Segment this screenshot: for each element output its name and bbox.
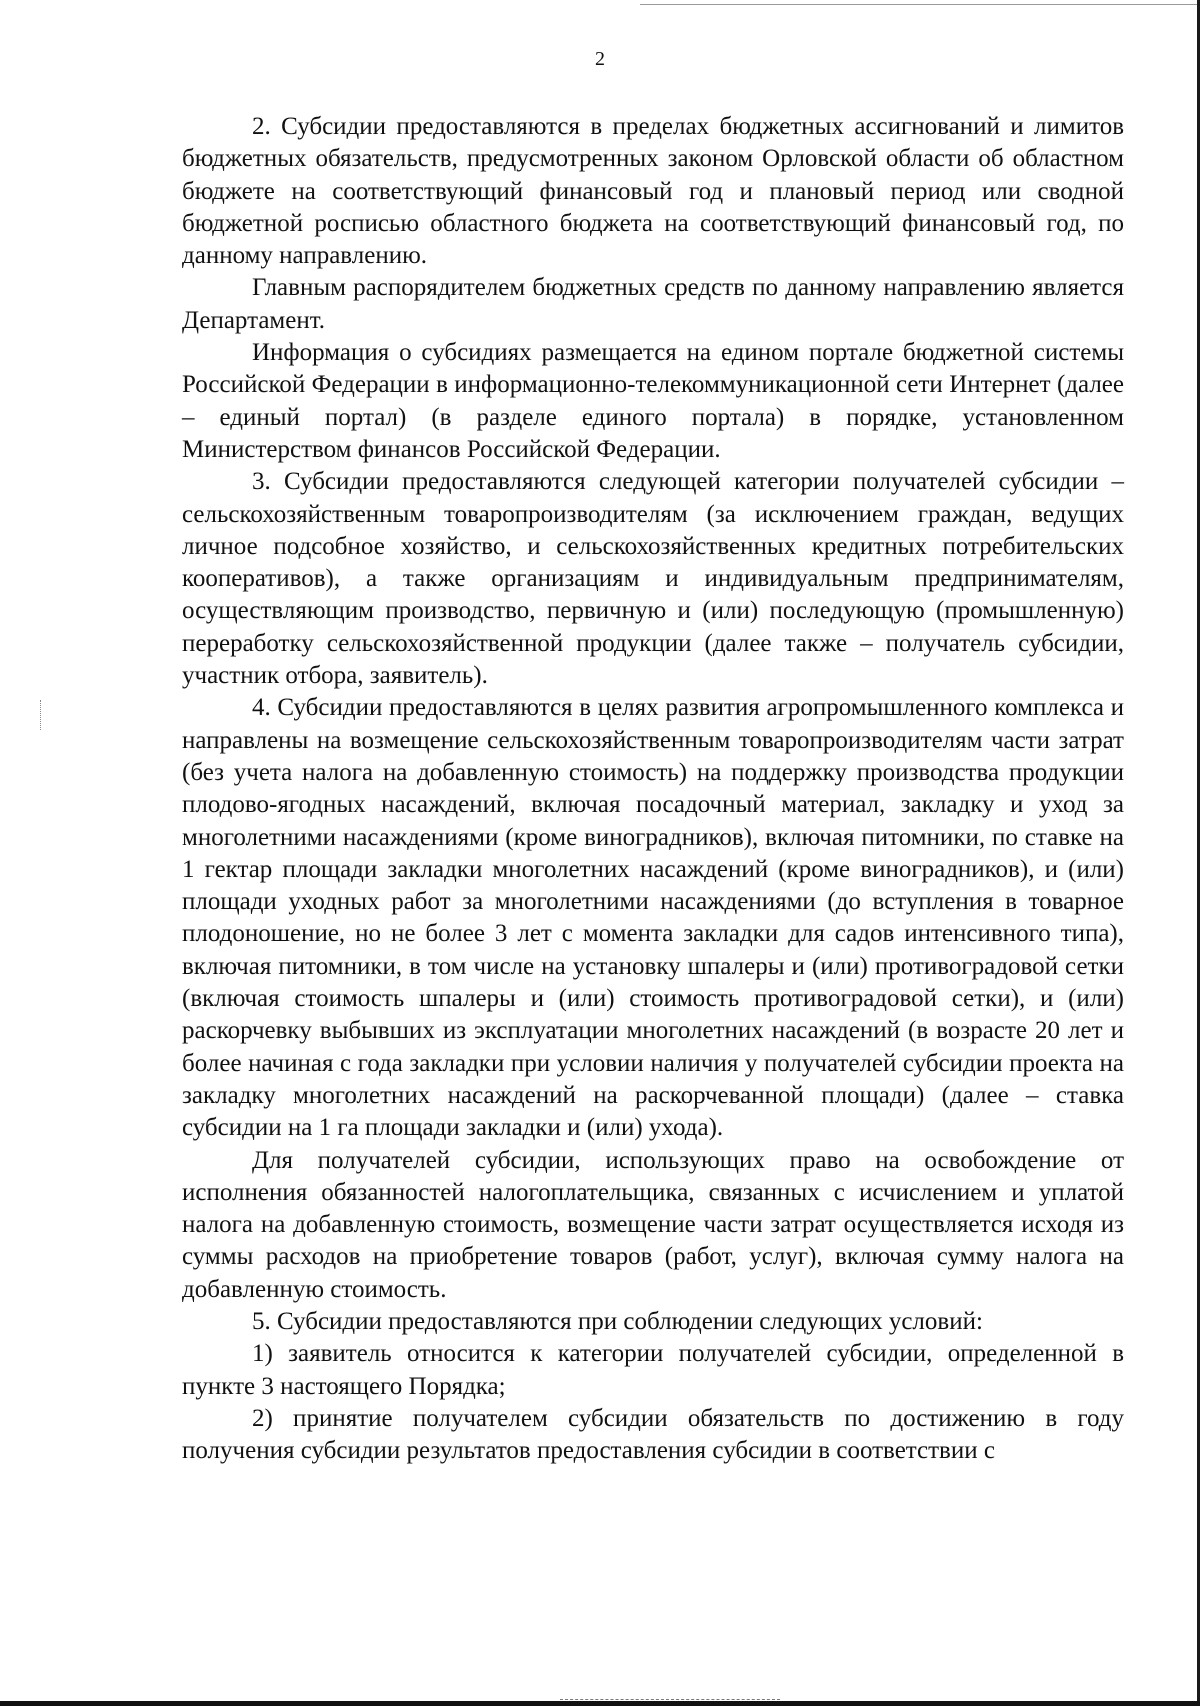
paragraph-2-subsidy-limits: 2. Субсидии предоставляются в пределах бюджетных ассигнований и лимитов бюджетных обязательств, предусмотренных законом Орловской области об областном бюджете на соответствующий финансовый год и плановый период или сводной бюджетной росписью областного бюджета на соответствующий финансовый год, по данному направлению. — [182, 113, 1124, 270]
paragraph-4-subsidy-purpose: 4. Субсидии предоставляются в целях развития агропромышленного комплекса и направлены на возмещение сельскохозяйственным товаропроизводителям части затрат (без учета налога на добавленную стоимость) на поддержку производства продукции плодово-ягодных насаждений, включая посадочный материал, закладку и уход за многолетними насаждениями (кроме виноградников), включая питомники, по ставке на 1 гектар площади закладки многолетних насаждений (кроме виноградников), и (или) площади уходных работ за многолетними насаждениями (до вступления в товарное плодоношение, но не более 3 лет с момента закладки для садов интенсивного типа), включая питомники, в том числе на установку шпалеры и (или) противоградовой сетки (включая стоимость шпалеры и (или) стоимость противоградовой сетки), и (или) раскорчевку выбывших из эксплуатации многолетних насаждений (в возрасте 20 лет и более начиная с года закладки при условии наличия у получателей субсидии проекта на закладку многолетних насаждений на раскорчеванной площади) (далее – ставка субсидии на 1 га площади закладки и (или) ухода). — [182, 694, 1124, 1142]
paragraph-3-recipient-category: 3. Субсидии предоставляются следующей категории получателей субсидии – сельскохозяйственным товаропроизводителям (за исключением граждан, ведущих личное подсобное хозяйство, и сельскохозяйственных кредитных потребительских кооперативов), а также организациям и индивидуальным предпринимателям, осуществляющим производство, первичную и (или) последующую (промышленную) переработку сельскохозяйственной продукции (далее также – получатель субсидии, участник отбора, заявитель). — [182, 468, 1124, 690]
paragraph-vat-exemption: Для получателей субсидии, использующих право на освобождение от исполнения обязанностей налогоплательщика, связанных с исчислением и уплатой налога на добавленную стоимость, возмещение части затрат осуществляется исходя из суммы расходов на приобретение товаров (работ, услуг), включая сумму налога на добавленную стоимость. — [182, 1146, 1124, 1303]
condition-item-2: 2) принятие получателем субсидии обязательств по достижению в году получения субсидии результатов предоставления субсидии в соответствии с — [182, 1404, 1124, 1465]
paragraph-chief-administrator: Главным распорядителем бюджетных средств по данному направлению является Департамент. — [182, 274, 1124, 334]
scan-top-rule — [640, 4, 1200, 5]
scan-left-specks — [40, 700, 43, 730]
paragraph-portal-information: Информация о субсидиях размещается на едином портале бюджетной системы Российской Федерации в информационно-телекоммуникационной сети Интернет (далее – единый портал) (в разделе единого портала) в порядке, установленном Министерством финансов Российской Федерации. — [182, 339, 1124, 463]
scan-bottom-rule — [0, 1701, 1200, 1706]
document-body — [182, 111, 1124, 1467]
scan-bottom-dashed-rule — [560, 1699, 780, 1700]
condition-item-1: 1) заявитель относится к категории получателей субсидии, определенной в пункте 3 настоящего Порядка; — [182, 1340, 1124, 1400]
paragraph-5-conditions: 5. Субсидии предоставляются при соблюдении следующих условий: — [252, 1307, 983, 1335]
page-number: 2 — [595, 48, 605, 70]
